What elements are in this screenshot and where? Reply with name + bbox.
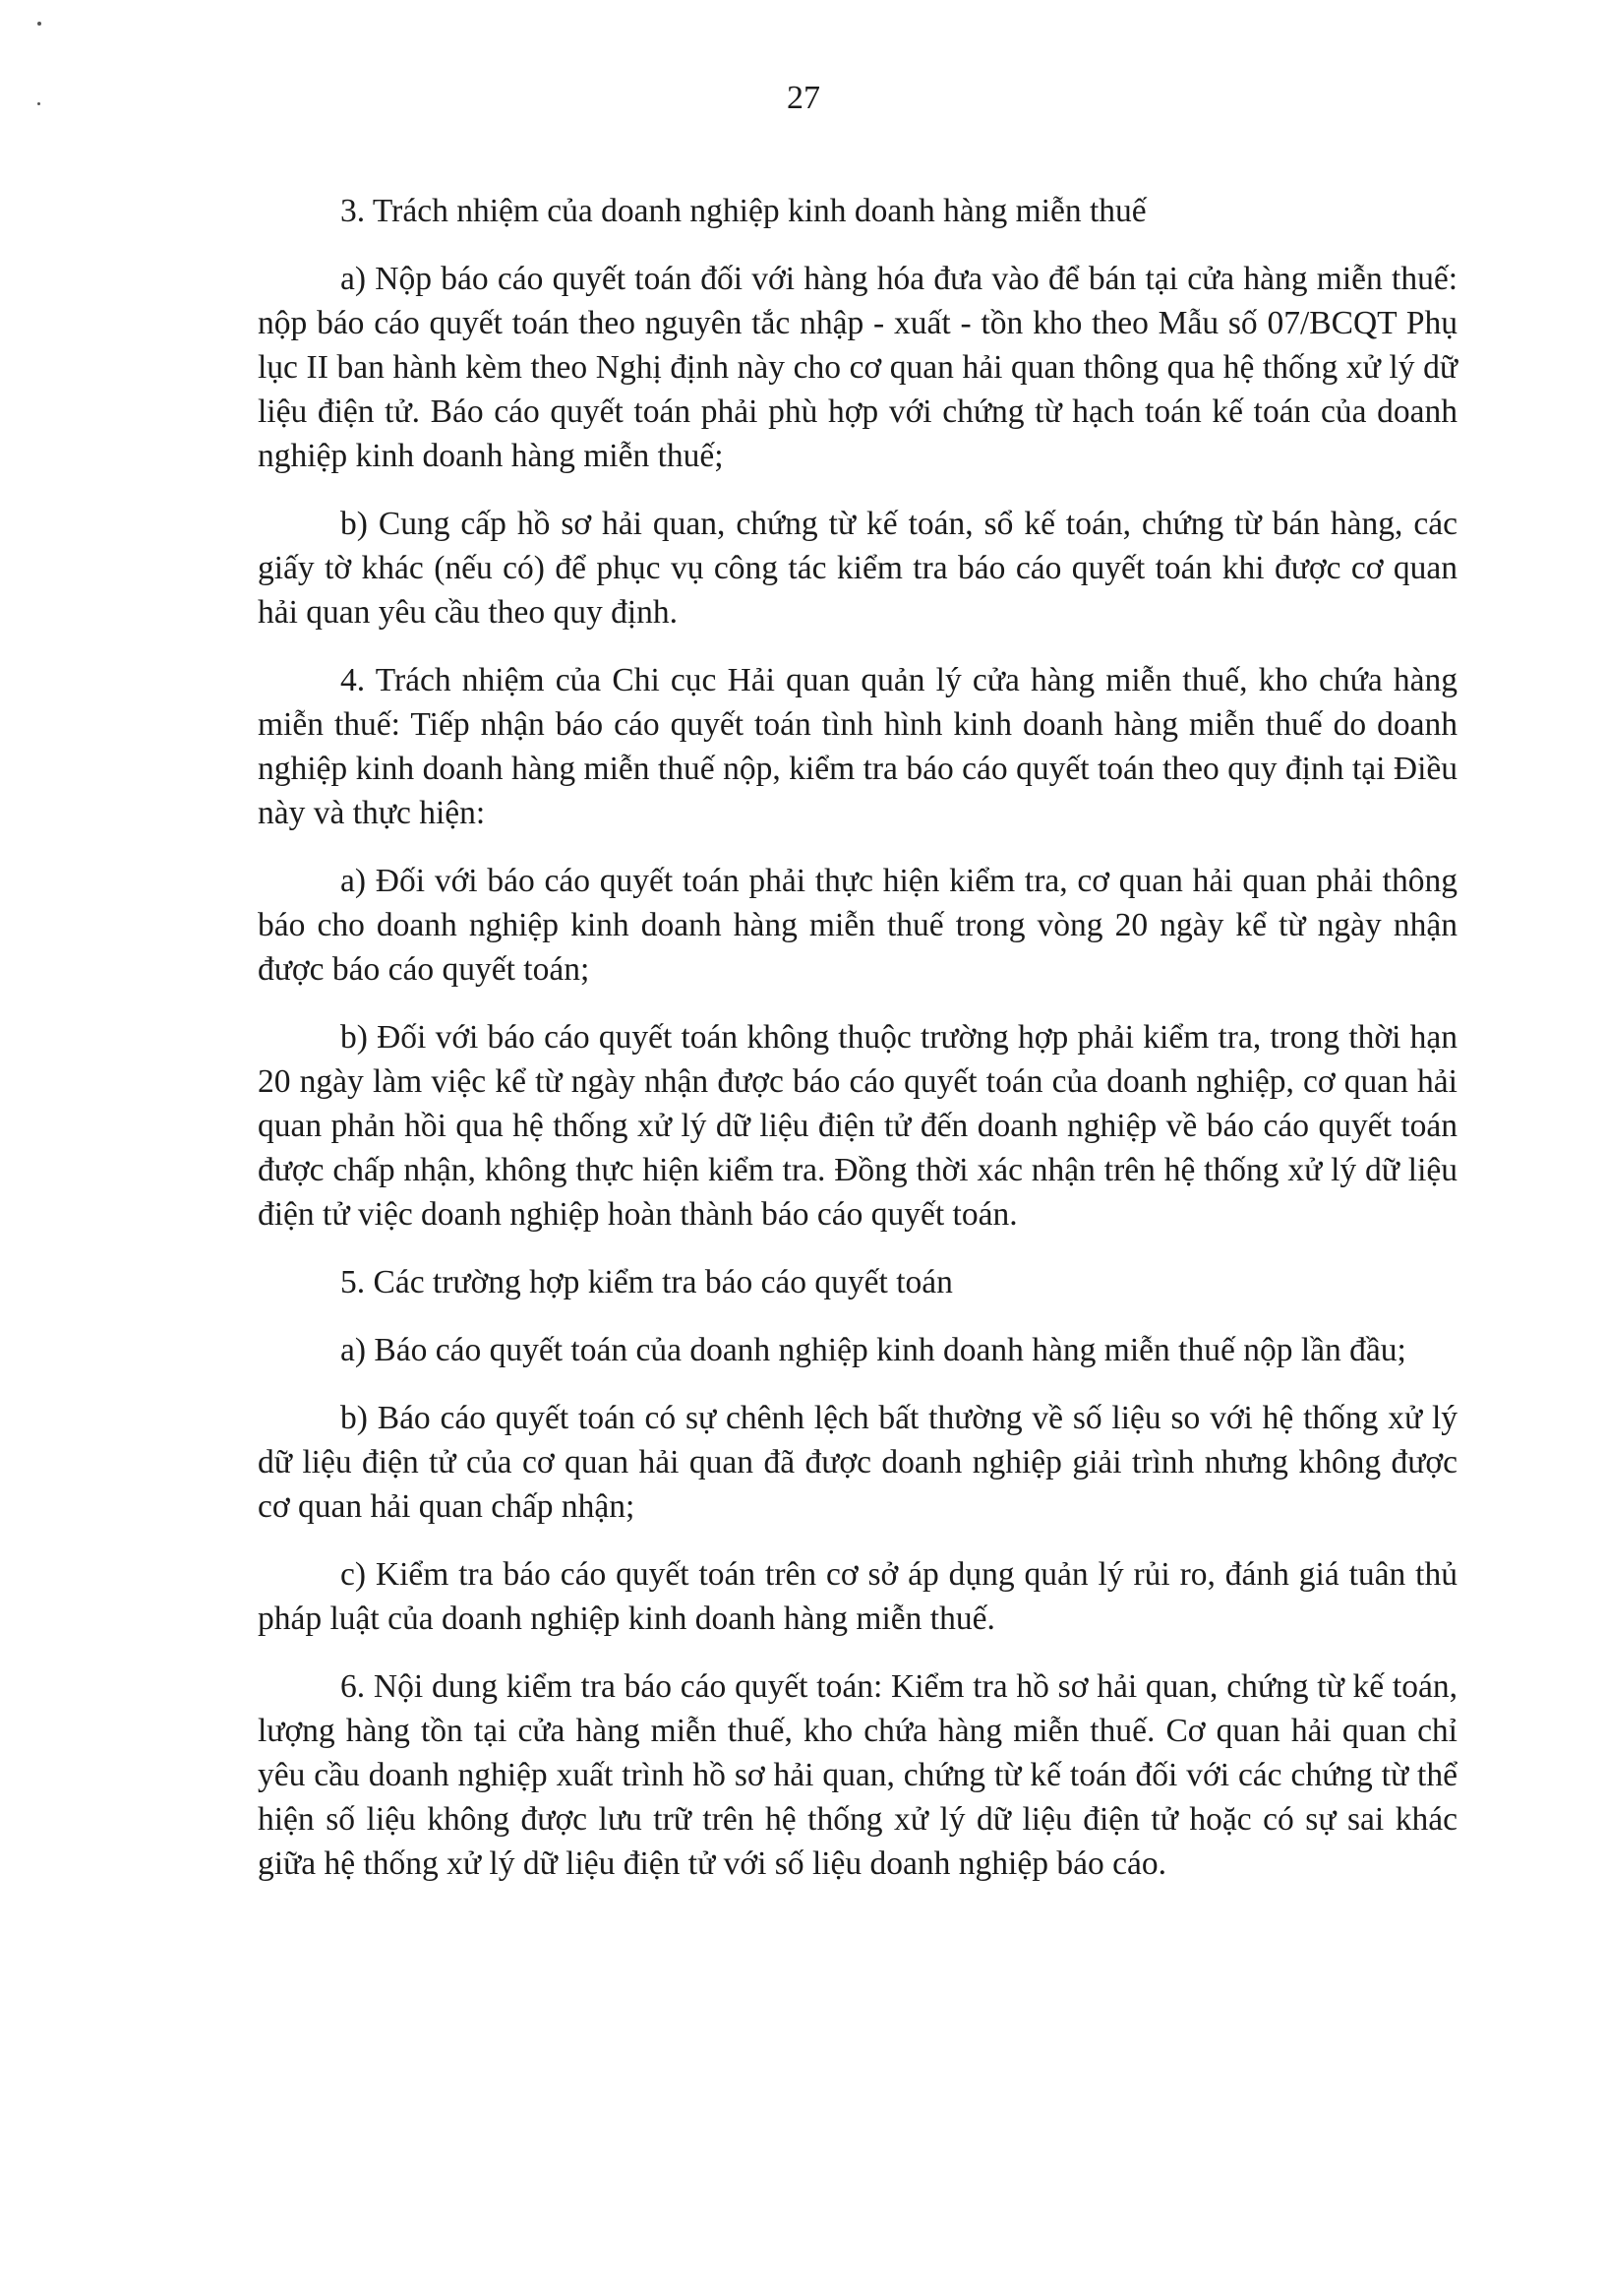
paragraph-5b: b) Báo cáo quyết toán có sự chênh lệch bất thường về số liệu so với hệ thống xử lý dữ liệu điện tử của cơ quan hải quan đã được doanh nghiệp giải trình nhưng không được cơ quan hải quan chấp nhận; [258, 1400, 1458, 1525]
paragraph-4a: a) Đối với báo cáo quyết toán phải thực hiện kiểm tra, cơ quan hải quan phải thông báo cho doanh nghiệp kinh doanh hàng miễn thuế trong vòng 20 ngày kể từ ngày nhận được báo cáo quyết toán; [258, 863, 1458, 988]
section-paragraph-4: 4. Trách nhiệm của Chi cục Hải quan quản lý cửa hàng miễn thuế, kho chứa hàng miễn thuế: Tiếp nhận báo cáo quyết toán tình hình kinh doanh hàng miễn thuế do doanh nghiệp kinh doanh hàng miễn thuế nộp, kiểm tra báo cáo quyết toán theo quy định tại Điều này và thực hiện: [258, 662, 1458, 831]
page-number: 27 [787, 80, 820, 116]
paragraph-5c: c) Kiểm tra báo cáo quyết toán trên cơ sở áp dụng quản lý rủi ro, đánh giá tuân thủ pháp luật của doanh nghiệp kinh doanh hàng miễn thuế. [258, 1556, 1458, 1637]
scan-artifact-dot [37, 22, 41, 26]
paragraph-4b: b) Đối với báo cáo quyết toán không thuộc trường hợp phải kiểm tra, trong thời hạn 20 ngày làm việc kể từ ngày nhận được báo cáo quyết toán của doanh nghiệp, cơ quan hải quan phản hồi qua hệ thống xử lý dữ liệu điện tử đến doanh nghiệp về báo cáo quyết toán được chấp nhận, không thực hiện kiểm tra. Đồng thời xác nhận trên hệ thống xử lý dữ liệu điện tử việc doanh nghiệp hoàn thành báo cáo quyết toán. [258, 1019, 1458, 1233]
section-paragraph-6: 6. Nội dung kiểm tra báo cáo quyết toán: Kiểm tra hồ sơ hải quan, chứng từ kế toán, lượng hàng tồn tại cửa hàng miễn thuế, kho chứa hàng miễn thuế. Cơ quan hải quan chỉ yêu cầu doanh nghiệp xuất trình hồ sơ hải quan, chứng từ kế toán đối với các chứng từ thể hiện số liệu không được lưu trữ trên hệ thống xử lý dữ liệu điện tử hoặc có sự sai khác giữa hệ thống xử lý dữ liệu điện tử với số liệu doanh nghiệp báo cáo. [258, 1668, 1458, 1882]
section-heading-5: 5. Các trường hợp kiểm tra báo cáo quyết toán [340, 1264, 953, 1300]
paragraph-3a: a) Nộp báo cáo quyết toán đối với hàng hóa đưa vào để bán tại cửa hàng miễn thuế: nộp báo cáo quyết toán theo nguyên tắc nhập - xuất - tồn kho theo Mẫu số 07/BCQT Phụ lục II ban hành kèm theo Nghị định này cho cơ quan hải quan thông qua hệ thống xử lý dữ liệu điện tử. Báo cáo quyết toán phải phù hợp với chứng từ hạch toán kế toán của doanh nghiệp kinh doanh hàng miễn thuế; [258, 261, 1458, 474]
paragraph-5a: a) Báo cáo quyết toán của doanh nghiệp kinh doanh hàng miễn thuế nộp lần đầu; [340, 1332, 1406, 1368]
section-heading-3: 3. Trách nhiệm của doanh nghiệp kinh doanh hàng miễn thuế [340, 193, 1147, 229]
document-body [258, 189, 1458, 1909]
paragraph-3b: b) Cung cấp hồ sơ hải quan, chứng từ kế toán, sổ kế toán, chứng từ bán hàng, các giấy tờ khác (nếu có) để phục vụ công tác kiểm tra báo cáo quyết toán khi được cơ quan hải quan yêu cầu theo quy định. [258, 506, 1458, 631]
